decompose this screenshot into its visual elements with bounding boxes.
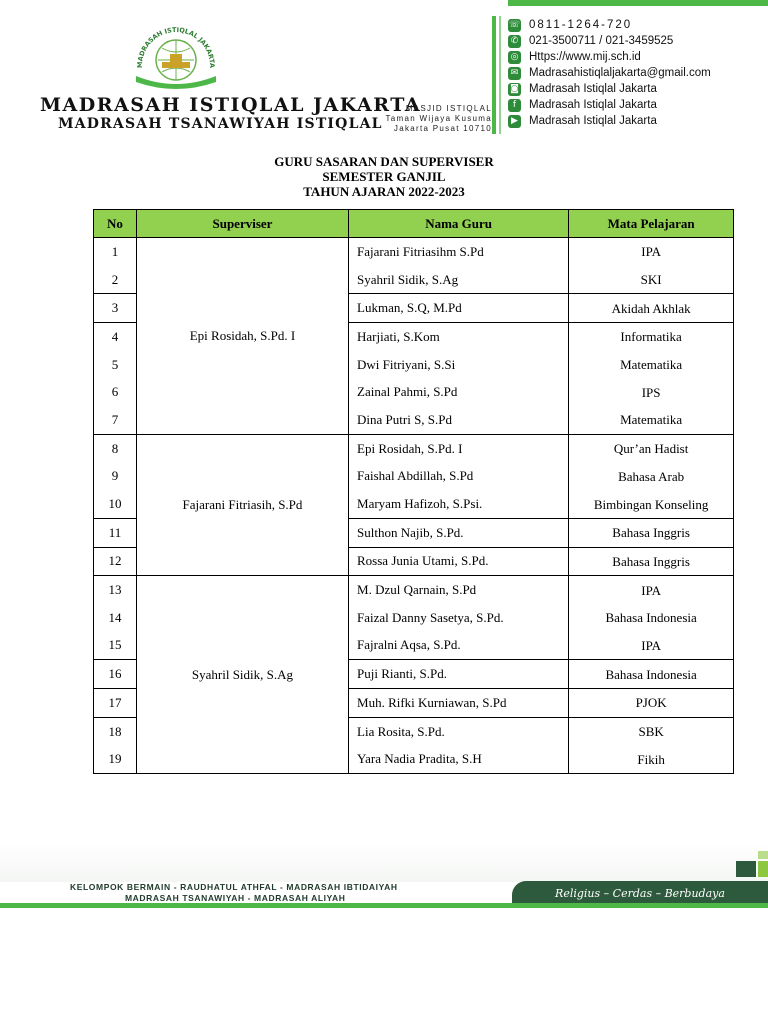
- row-number: 10: [94, 490, 137, 518]
- mail-icon: ✉: [508, 67, 521, 80]
- contact-text: 0811-1264-720: [529, 19, 633, 31]
- subject: SBK: [569, 717, 734, 745]
- school-subname: MADRASAH TSANAWIYAH ISTIQLAL: [58, 116, 383, 132]
- subject: Akidah Akhlak: [569, 294, 734, 323]
- teacher-name: Epi Rosidah, S.Pd. I: [349, 434, 569, 462]
- row-number: 16: [94, 660, 137, 689]
- subject: IPA: [569, 238, 734, 266]
- contact-item-facebook: [508, 97, 711, 113]
- top-accent-bar: [0, 0, 768, 6]
- subject: IPA: [569, 632, 734, 660]
- subject: Fikih: [569, 745, 734, 773]
- school-name: MADRASAH ISTIQLAL JAKARTA: [40, 94, 422, 116]
- contact-item-website[interactable]: [508, 49, 711, 65]
- subject: PJOK: [569, 689, 734, 718]
- contact-list: [508, 17, 711, 129]
- subject: SKI: [569, 266, 734, 294]
- row-number: 4: [94, 323, 137, 351]
- title-line: TAHUN AJARAN 2022-2023: [303, 184, 465, 199]
- row-number: 2: [94, 266, 137, 294]
- contact-item-whatsapp: [508, 17, 711, 33]
- row-number: 9: [94, 463, 137, 491]
- header-divider: [492, 16, 496, 134]
- subject: Qur’an Hadist: [569, 434, 734, 462]
- header-no: No: [94, 210, 137, 238]
- teacher-name: Muh. Rifki Kurniawan, S.Pd: [349, 689, 569, 718]
- school-logo: [128, 22, 224, 94]
- teacher-name: Zainal Pahmi, S.Pd: [349, 378, 569, 406]
- teacher-name: Fajarani Fitriasihm S.Pd: [349, 238, 569, 266]
- teacher-name: Puji Rianti, S.Pd.: [349, 660, 569, 689]
- teacher-name: Lia Rosita, S.Pd.: [349, 717, 569, 745]
- subject: Bimbingan Konseling: [569, 490, 734, 518]
- row-number: 13: [94, 576, 137, 604]
- table-header-row: [94, 210, 734, 238]
- supervisor-cell: Fajarani Fitriasih, S.Pd: [136, 434, 348, 575]
- footer-band: [0, 842, 768, 882]
- subject: Informatika: [569, 323, 734, 351]
- row-number: 14: [94, 604, 137, 632]
- subject: Matematika: [569, 351, 734, 379]
- teacher-name: Dwi Fitriyani, S.Si: [349, 351, 569, 379]
- supervisor-cell: Syahril Sidik, S.Ag: [136, 576, 348, 774]
- address-line: MASJID ISTIQLAL: [405, 104, 492, 113]
- teacher-name: Dina Putri S, S.Pd: [349, 406, 569, 434]
- youtube-icon: ▶: [508, 115, 521, 128]
- table-row: [94, 576, 734, 604]
- title-line: GURU SASARAN DAN SUPERVISER: [274, 154, 494, 169]
- footer-tagline: Religius – Cerdas – Berbudaya: [512, 881, 768, 905]
- phone-icon: ✆: [508, 35, 521, 48]
- globe-icon: ◎: [508, 51, 521, 64]
- title-line: SEMESTER GANJIL: [322, 169, 446, 184]
- row-number: 19: [94, 745, 137, 773]
- teacher-name: Sulthon Najib, S.Pd.: [349, 518, 569, 547]
- facebook-icon: f: [508, 99, 521, 112]
- row-number: 1: [94, 238, 137, 266]
- teacher-name: Lukman, S.Q, M.Pd: [349, 294, 569, 323]
- row-number: 8: [94, 434, 137, 462]
- row-number: 3: [94, 294, 137, 323]
- table-row: [94, 434, 734, 462]
- row-number: 7: [94, 406, 137, 434]
- footer-line: KELOMPOK BERMAIN - RAUDHATUL ATHFAL - MADRASAH IBTIDAIYAH: [70, 882, 398, 892]
- teacher-name: Faizal Danny Sasetya, S.Pd.: [349, 604, 569, 632]
- footer-decor-square: [736, 861, 756, 877]
- address-block: [376, 104, 492, 134]
- contact-item-phone: [508, 33, 711, 49]
- contact-text: 021-3500711 / 021-3459525: [529, 35, 674, 47]
- row-number: 15: [94, 632, 137, 660]
- teacher-name: Syahril Sidik, S.Ag: [349, 266, 569, 294]
- teacher-name: Fajralni Aqsa, S.Pd.: [349, 632, 569, 660]
- supervision-table: [93, 209, 734, 774]
- contact-text[interactable]: Madrasahistiqlaljakarta@gmail.com: [529, 67, 711, 79]
- teacher-name: Rossa Junia Utami, S.Pd.: [349, 547, 569, 576]
- subject: Matematika: [569, 406, 734, 434]
- subject: Bahasa Indonesia: [569, 604, 734, 632]
- contact-text: Madrasah Istiqlal Jakarta: [529, 115, 657, 127]
- teacher-name: Harjiati, S.Kom: [349, 323, 569, 351]
- footer-decor-square: [758, 851, 768, 859]
- contact-text: Madrasah Istiqlal Jakarta: [529, 83, 657, 95]
- table-row: [94, 238, 734, 266]
- subject: Bahasa Inggris: [569, 547, 734, 576]
- row-number: 6: [94, 378, 137, 406]
- teacher-name: Maryam Hafizoh, S.Psi.: [349, 490, 569, 518]
- row-number: 17: [94, 689, 137, 718]
- contact-item-instagram: [508, 81, 711, 97]
- teacher-name: Yara Nadia Pradita, S.H: [349, 745, 569, 773]
- header-supervisor: Superviser: [136, 210, 348, 238]
- subject: Bahasa Indonesia: [569, 660, 734, 689]
- logo-arc-text: MADRASAH ISTIQLAL JAKARTA: [135, 25, 217, 69]
- footer-levels: [70, 882, 398, 904]
- footer-line: MADRASAH TSANAWIYAH - MADRASAH ALIYAH: [125, 893, 346, 903]
- whatsapp-icon: ☏: [508, 20, 521, 30]
- teacher-name: Faishal Abdillah, S.Pd: [349, 463, 569, 491]
- contact-item-email[interactable]: [508, 65, 711, 81]
- teacher-name: M. Dzul Qarnain, S.Pd: [349, 576, 569, 604]
- footer-decor-square: [758, 861, 768, 877]
- header-teacher: Nama Guru: [349, 210, 569, 238]
- subject: IPA: [569, 576, 734, 604]
- subject: IPS: [569, 378, 734, 406]
- contact-text[interactable]: Https://www.mij.sch.id: [529, 51, 641, 63]
- contact-text: Madrasah Istiqlal Jakarta: [529, 99, 657, 111]
- header-subject: Mata Pelajaran: [569, 210, 734, 238]
- subject: Bahasa Arab: [569, 463, 734, 491]
- instagram-icon: ◙: [508, 83, 521, 96]
- document-title: [0, 154, 768, 199]
- footer-accent-bar: [0, 903, 768, 908]
- address-line: Jakarta Pusat 10710: [393, 124, 492, 133]
- row-number: 11: [94, 518, 137, 547]
- supervisor-cell: Epi Rosidah, S.Pd. I: [136, 238, 348, 435]
- address-line: Taman Wijaya Kusuma: [385, 114, 492, 123]
- row-number: 12: [94, 547, 137, 576]
- contact-item-youtube: [508, 113, 711, 129]
- subject: Bahasa Inggris: [569, 518, 734, 547]
- row-number: 18: [94, 717, 137, 745]
- row-number: 5: [94, 351, 137, 379]
- header-divider-thin: [499, 16, 501, 134]
